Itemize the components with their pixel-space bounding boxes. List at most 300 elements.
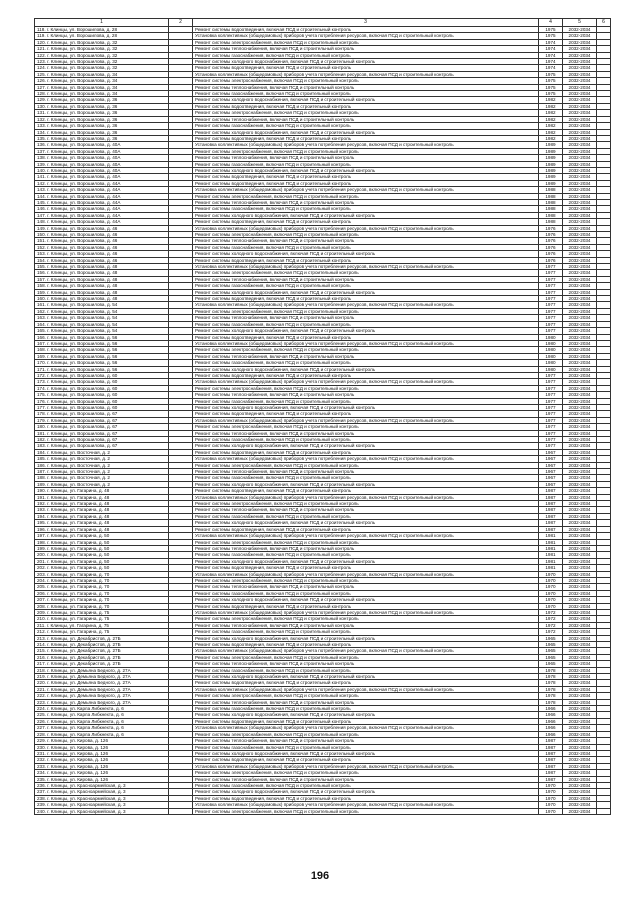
address-cell: 204. г. Клинцы, ул. Гагарина, д. 70 (35, 577, 169, 583)
period-cell: 2032-2034 (563, 731, 597, 737)
period-cell: 2032-2034 (563, 257, 597, 263)
work-cell: Установка коллективных (общедомовых) приборов учета потребления ресурсов, включая ПСД и строительный контроль (193, 686, 539, 692)
address-cell: 200. г. Клинцы, ул. Гагарина, д. 50 (35, 552, 169, 558)
work-cell: Установка коллективных (общедомовых) приборов учета потребления ресурсов, включая ПСД и строительный контроль (193, 264, 539, 270)
address-cell: 132. г. Клинцы, ул. Ворошилова, д. 36 (35, 116, 169, 122)
period-cell: 2032-2034 (563, 469, 597, 475)
address-cell: 131. г. Клинцы, ул. Ворошилова, д. 36 (35, 110, 169, 116)
period-cell: 2032-2034 (563, 795, 597, 801)
work-cell: Установка коллективных (общедомовых) приборов учета потребления ресурсов, включая ПСД и строительный контроль (193, 340, 539, 346)
work-cell: Ремонт системы газоснабжения, включая ПСД и строительный контроль (193, 91, 539, 97)
work-cell: Ремонт системы теплоснабжения, включая ПСД и строительный контроль (193, 699, 539, 705)
address-cell: 233. г. Клинцы, ул. Кирова, д. 126 (35, 763, 169, 769)
address-cell: 225. г. Клинцы, ул. Карла Либкнехта, д. 6 (35, 712, 169, 718)
work-cell: Ремонт системы теплоснабжения, включая ПСД и строительный контроль (193, 392, 539, 398)
period-cell: 2032-2034 (563, 347, 597, 353)
period-cell: 2032-2034 (563, 129, 597, 135)
work-cell: Ремонт системы водоотведения, включая ПСД и строительный контроль (193, 103, 539, 109)
year-cell: 1970 (539, 590, 563, 596)
work-cell: Установка коллективных (общедомовых) приборов учета потребления ресурсов, включая ПСД и строительный контроль (193, 456, 539, 462)
address-cell: 129. г. Клинцы, ул. Ворошилова, д. 36 (35, 97, 169, 103)
work-cell: Ремонт системы водоотведения, включая ПСД и строительный контроль (193, 603, 539, 609)
address-cell: 224. г. Клинцы, ул. Карла Либкнехта, д. 6 (35, 706, 169, 712)
period-cell: 2032-2034 (563, 494, 597, 500)
document-sheet (34, 18, 610, 815)
year-cell: 1966 (539, 731, 563, 737)
year-cell: 1970 (539, 808, 563, 814)
address-cell: 126. г. Клинцы, ул. Ворошилова, д. 34 (35, 78, 169, 84)
work-cell: Установка коллективных (общедомовых) приборов учета потребления ресурсов, включая ПСД и строительный контроль (193, 302, 539, 308)
year-cell: 1965 (539, 635, 563, 641)
year-cell: 1970 (539, 584, 563, 590)
empty-cell (597, 808, 611, 814)
period-cell: 2032-2034 (563, 430, 597, 436)
address-cell: 162. г. Клинцы, ул. Ворошилова, д. 54 (35, 308, 169, 314)
year-cell: 1977 (539, 404, 563, 410)
year-cell: 1977 (539, 385, 563, 391)
address-cell: 127. г. Клинцы, ул. Ворошилова, д. 34 (35, 84, 169, 90)
work-cell: Ремонт системы газоснабжения, включая ПСД и строительный контроль (193, 706, 539, 712)
address-cell: 208. г. Клинцы, ул. Гагарина, д. 70 (35, 603, 169, 609)
work-cell: Ремонт системы электроснабжения, включая ПСД и строительный контроль (193, 110, 539, 116)
work-cell: Ремонт системы теплоснабжения, включая ПСД и строительный контроль (193, 584, 539, 590)
address-cell: 178. г. Клинцы, ул. Ворошилова, д. 67 (35, 411, 169, 417)
work-cell: Ремонт системы теплоснабжения, включая ПСД и строительный контроль (193, 430, 539, 436)
year-cell: 1977 (539, 398, 563, 404)
work-cell: Ремонт системы газоснабжения, включая ПСД и строительный контроль (193, 782, 539, 788)
year-cell: 1987 (539, 520, 563, 526)
work-cell: Ремонт системы водоотведения, включая ПСД и строительный контроль (193, 257, 539, 263)
year-cell: 1966 (539, 725, 563, 731)
year-cell: 1982 (539, 110, 563, 116)
period-cell: 2032-2034 (563, 385, 597, 391)
address-cell: 193. г. Клинцы, ул. Гагарина, д. 48 (35, 507, 169, 513)
period-cell: 2032-2034 (563, 251, 597, 257)
period-cell: 2032-2034 (563, 577, 597, 583)
work-cell: Ремонт системы водоотведения, включая ПСД и строительный контроль (193, 174, 539, 180)
year-cell: 1977 (539, 289, 563, 295)
period-cell: 2032-2034 (563, 481, 597, 487)
work-cell: Ремонт системы водоотведения, включая ПСД и строительный контроль (193, 565, 539, 571)
work-cell: Ремонт системы газоснабжения, включая ПСД и строительный контроль (193, 552, 539, 558)
year-cell: 1967 (539, 462, 563, 468)
address-cell: 195. г. Клинцы, ул. Гагарина, д. 48 (35, 520, 169, 526)
work-cell: Ремонт системы холодного водоснабжения, включая ПСД и строительный контроль (193, 167, 539, 173)
period-cell: 2032-2034 (563, 635, 597, 641)
period-cell: 2032-2034 (563, 302, 597, 308)
address-cell: 188. г. Клинцы, ул. Восточная, д. 2 (35, 475, 169, 481)
address-cell: 216. г. Клинцы, ул. Декабристов, д. 27Б (35, 654, 169, 660)
year-cell: 1975 (539, 91, 563, 97)
address-cell: 172. г. Клинцы, ул. Ворошилова, д. 60 (35, 372, 169, 378)
address-cell: 215. г. Клинцы, ул. Декабристов, д. 27Б (35, 648, 169, 654)
work-cell: Ремонт системы теплоснабжения, включая ПСД и строительный контроль (193, 353, 539, 359)
address-cell: 212. г. Клинцы, ул. Гагарина, д. 75 (35, 629, 169, 635)
col-6-header: 6 (597, 19, 611, 27)
address-cell: 210. г. Клинцы, ул. Гагарина, д. 75 (35, 616, 169, 622)
year-cell: 1974 (539, 52, 563, 58)
address-cell: 169. г. Клинцы, ул. Ворошилова, д. 56 (35, 353, 169, 359)
work-cell: Ремонт системы водоотведения, включая ПСД и строительный контроль (193, 372, 539, 378)
period-cell: 2032-2034 (563, 507, 597, 513)
period-cell: 2032-2034 (563, 27, 597, 33)
period-cell: 2032-2034 (563, 276, 597, 282)
year-cell: 1978 (539, 674, 563, 680)
period-cell: 2032-2034 (563, 392, 597, 398)
period-cell: 2032-2034 (563, 148, 597, 154)
period-cell: 2032-2034 (563, 59, 597, 65)
address-cell: 237. г. Клинцы, ул. Красноармейская, д. 3 (35, 789, 169, 795)
period-cell: 2032-2034 (563, 808, 597, 814)
period-cell: 2032-2034 (563, 763, 597, 769)
period-cell: 2032-2034 (563, 52, 597, 58)
period-cell: 2032-2034 (563, 584, 597, 590)
work-cell: Ремонт системы газоснабжения, включая ПСД и строительный контроль (193, 283, 539, 289)
address-cell: 186. г. Клинцы, ул. Восточная, д. 2 (35, 462, 169, 468)
work-cell: Ремонт системы электроснабжения, включая ПСД и строительный контроль (193, 462, 539, 468)
address-cell: 166. г. Клинцы, ул. Ворошилова, д. 56 (35, 334, 169, 340)
period-cell: 2032-2034 (563, 334, 597, 340)
period-cell: 2032-2034 (563, 789, 597, 795)
period-cell: 2032-2034 (563, 232, 597, 238)
year-cell: 1977 (539, 315, 563, 321)
work-cell: Ремонт системы электроснабжения, включая ПСД и строительный контроль (193, 385, 539, 391)
work-cell: Ремонт системы водоотведения, включая ПСД и строительный контроль (193, 680, 539, 686)
year-cell: 1982 (539, 116, 563, 122)
period-cell: 2032-2034 (563, 417, 597, 423)
work-cell: Ремонт системы теплоснабжения, включая ПСД и строительный контроль (193, 199, 539, 205)
address-cell: 231. г. Клинцы, ул. Кирова, д. 126 (35, 750, 169, 756)
year-cell: 1974 (539, 39, 563, 45)
work-cell: Ремонт системы холодного водоснабжения, включая ПСД и строительный контроль (193, 789, 539, 795)
work-cell: Ремонт системы газоснабжения, включая ПСД и строительный контроль (193, 744, 539, 750)
address-cell: 143. г. Клинцы, ул. Ворошилова, д. 44А (35, 187, 169, 193)
year-cell: 1980 (539, 340, 563, 346)
year-cell: 1988 (539, 219, 563, 225)
year-cell: 1981 (539, 552, 563, 558)
address-cell: 146. г. Клинцы, ул. Ворошилова, д. 44А (35, 206, 169, 212)
work-cell: Ремонт системы газоснабжения, включая ПСД и строительный контроль (193, 123, 539, 129)
work-cell: Ремонт системы электроснабжения, включая ПСД и строительный контроль (193, 424, 539, 430)
period-cell: 2032-2034 (563, 667, 597, 673)
work-cell: Ремонт системы теплоснабжения, включая ПСД и строительный контроль (193, 84, 539, 90)
work-cell: Ремонт системы холодного водоснабжения, включая ПСД и строительный контроль (193, 597, 539, 603)
work-cell: Ремонт системы электроснабжения, включая ПСД и строительный контроль (193, 78, 539, 84)
year-cell: 1982 (539, 97, 563, 103)
period-cell: 2032-2034 (563, 622, 597, 628)
address-cell: 135. г. Клинцы, ул. Ворошилова, д. 36 (35, 135, 169, 141)
work-cell: Ремонт системы холодного водоснабжения, включая ПСД и строительный контроль (193, 328, 539, 334)
address-cell: 223. г. Клинцы, ул. Демьяна Бедного, д. 27А (35, 699, 169, 705)
address-cell: 147. г. Клинцы, ул. Ворошилова, д. 44А (35, 212, 169, 218)
work-cell: Ремонт системы электроснабжения, включая ПСД и строительный контроль (193, 347, 539, 353)
address-cell: 199. г. Клинцы, ул. Гагарина, д. 50 (35, 545, 169, 551)
year-cell: 1988 (539, 187, 563, 193)
year-cell: 1987 (539, 507, 563, 513)
work-cell: Ремонт системы теплоснабжения, включая ПСД и строительный контроль (193, 276, 539, 282)
work-cell: Установка коллективных (общедомовых) приборов учета потребления ресурсов, включая ПСД и строительный контроль (193, 187, 539, 193)
address-cell: 155. г. Клинцы, ул. Ворошилова, д. 48 (35, 264, 169, 270)
address-cell: 137. г. Клинцы, ул. Ворошилова, д. 40А (35, 148, 169, 154)
work-cell: Ремонт системы газоснабжения, включая ПСД и строительный контроль (193, 475, 539, 481)
work-cell: Ремонт системы теплоснабжения, включая ПСД и строительный контроль (193, 776, 539, 782)
address-cell: 134. г. Клинцы, ул. Ворошилова, д. 36 (35, 129, 169, 135)
year-cell: 1977 (539, 379, 563, 385)
address-cell: 175. г. Клинцы, ул. Ворошилова, д. 60 (35, 392, 169, 398)
year-cell: 1967 (539, 456, 563, 462)
year-cell: 1989 (539, 155, 563, 161)
year-cell: 1977 (539, 411, 563, 417)
address-cell: 203. г. Клинцы, ул. Гагарина, д. 70 (35, 571, 169, 577)
work-cell: Ремонт системы газоснабжения, включая ПСД и строительный контроль (193, 437, 539, 443)
period-cell: 2032-2034 (563, 744, 597, 750)
year-cell: 1987 (539, 501, 563, 507)
work-cell: Ремонт системы теплоснабжения, включая ПСД и строительный контроль (193, 46, 539, 52)
address-cell: 218. г. Клинцы, ул. Демьяна Бедного, д. 27А (35, 667, 169, 673)
period-cell: 2032-2034 (563, 776, 597, 782)
period-cell: 2032-2034 (563, 718, 597, 724)
address-cell: 133. г. Клинцы, ул. Ворошилова, д. 36 (35, 123, 169, 129)
year-cell: 1977 (539, 417, 563, 423)
year-cell: 1987 (539, 770, 563, 776)
address-cell: 142. г. Клинцы, ул. Ворошилова, д. 44А (35, 180, 169, 186)
year-cell: 1970 (539, 597, 563, 603)
address-cell: 183. г. Клинцы, ул. Ворошилова, д. 67 (35, 443, 169, 449)
address-cell: 157. г. Клинцы, ул. Ворошилова, д. 48 (35, 276, 169, 282)
work-cell: Ремонт системы холодного водоснабжения, включая ПСД и строительный контроль (193, 520, 539, 526)
year-cell: 1977 (539, 308, 563, 314)
work-cell: Установка коллективных (общедомовых) приборов учета потребления ресурсов, включая ПСД и строительный контроль (193, 533, 539, 539)
address-cell: 141. г. Клинцы, ул. Ворошилова, д. 40А (35, 174, 169, 180)
year-cell: 1988 (539, 199, 563, 205)
work-cell: Ремонт системы холодного водоснабжения, включая ПСД и строительный контроль (193, 481, 539, 487)
period-cell: 2032-2034 (563, 750, 597, 756)
period-cell: 2032-2034 (563, 552, 597, 558)
address-cell: 128. г. Клинцы, ул. Ворошилова, д. 34 (35, 91, 169, 97)
period-cell: 2032-2034 (563, 501, 597, 507)
work-cell: Ремонт системы электроснабжения, включая ПСД и строительный контроль (193, 731, 539, 737)
address-cell: 220. г. Клинцы, ул. Демьяна Бедного, д. 27А (35, 680, 169, 686)
work-cell: Ремонт системы газоснабжения, включая ПСД и строительный контроль (193, 321, 539, 327)
address-cell: 154. г. Клинцы, ул. Ворошилова, д. 46 (35, 257, 169, 263)
address-cell: 238. г. Клинцы, ул. Красноармейская, д. 3 (35, 795, 169, 801)
address-cell: 165. г. Клинцы, ул. Ворошилова, д. 54 (35, 328, 169, 334)
period-cell: 2032-2034 (563, 103, 597, 109)
period-cell: 2032-2034 (563, 39, 597, 45)
period-cell: 2032-2034 (563, 174, 597, 180)
year-cell: 1967 (539, 475, 563, 481)
period-cell: 2032-2034 (563, 686, 597, 692)
work-cell: Установка коллективных (общедомовых) приборов учета потребления ресурсов, включая ПСД и строительный контроль (193, 225, 539, 231)
period-cell: 2032-2034 (563, 571, 597, 577)
address-cell: 150. г. Клинцы, ул. Ворошилова, д. 46 (35, 232, 169, 238)
work-cell: Ремонт системы водоотведения, включая ПСД и строительный контроль (193, 135, 539, 141)
year-cell: 1987 (539, 513, 563, 519)
address-cell: 176. г. Клинцы, ул. Ворошилова, д. 60 (35, 398, 169, 404)
period-cell: 2032-2034 (563, 513, 597, 519)
work-cell: Ремонт системы газоснабжения, включая ПСД и строительный контроль (193, 629, 539, 635)
address-cell: 163. г. Клинцы, ул. Ворошилова, д. 54 (35, 315, 169, 321)
year-cell: 1975 (539, 78, 563, 84)
work-cell: Ремонт системы водоотведения, включая ПСД и строительный контроль (193, 411, 539, 417)
work-cell: Ремонт системы электроснабжения, включая ПСД и строительный контроль (193, 148, 539, 154)
work-cell: Установка коллективных (общедомовых) приборов учета потребления ресурсов, включая ПСД и строительный контроль (193, 802, 539, 808)
year-cell: 1977 (539, 276, 563, 282)
address-cell: 173. г. Клинцы, ул. Ворошилова, д. 60 (35, 379, 169, 385)
period-cell: 2032-2034 (563, 629, 597, 635)
year-cell: 1972 (539, 629, 563, 635)
period-cell: 2032-2034 (563, 475, 597, 481)
year-cell: 1981 (539, 565, 563, 571)
year-cell: 1970 (539, 577, 563, 583)
period-cell: 2032-2034 (563, 603, 597, 609)
work-cell: Ремонт системы водоотведения, включая ПСД и строительный контроль (193, 27, 539, 33)
work-cell: Ремонт системы холодного водоснабжения, включая ПСД и строительный контроль (193, 443, 539, 449)
year-cell: 1977 (539, 430, 563, 436)
period-cell: 2032-2034 (563, 187, 597, 193)
year-cell: 1978 (539, 699, 563, 705)
work-cell: Ремонт системы теплоснабжения, включая ПСД и строительный контроль (193, 738, 539, 744)
work-cell: Ремонт системы газоснабжения, включая ПСД и строительный контроль (193, 590, 539, 596)
year-cell: 1970 (539, 802, 563, 808)
period-cell: 2032-2034 (563, 372, 597, 378)
address-cell: 136. г. Клинцы, ул. Ворошилова, д. 40А (35, 142, 169, 148)
address-cell: 153. г. Клинцы, ул. Ворошилова, д. 46 (35, 251, 169, 257)
period-cell: 2032-2034 (563, 33, 597, 39)
period-cell: 2032-2034 (563, 674, 597, 680)
period-cell: 2032-2034 (563, 161, 597, 167)
year-cell: 1974 (539, 65, 563, 71)
year-cell: 1981 (539, 533, 563, 539)
address-cell: 185. г. Клинцы, ул. Восточная, д. 2 (35, 456, 169, 462)
year-cell: 1976 (539, 232, 563, 238)
work-cell: Ремонт системы газоснабжения, включая ПСД и строительный контроль (193, 667, 539, 673)
period-cell: 2032-2034 (563, 545, 597, 551)
period-cell: 2032-2034 (563, 193, 597, 199)
year-cell: 1966 (539, 706, 563, 712)
period-cell: 2032-2034 (563, 648, 597, 654)
period-cell: 2032-2034 (563, 738, 597, 744)
address-cell: 158. г. Клинцы, ул. Ворошилова, д. 48 (35, 283, 169, 289)
year-cell: 1976 (539, 238, 563, 244)
year-cell: 1965 (539, 654, 563, 660)
work-cell: Ремонт системы холодного водоснабжения, включая ПСД и строительный контроль (193, 289, 539, 295)
address-cell: 184. г. Клинцы, ул. Восточная, д. 2 (35, 449, 169, 455)
address-cell: 144. г. Клинцы, ул. Ворошилова, д. 44А (35, 193, 169, 199)
year-cell: 1989 (539, 142, 563, 148)
work-cell: Ремонт системы теплоснабжения, включая ПСД и строительный контроль (193, 545, 539, 551)
period-cell: 2032-2034 (563, 693, 597, 699)
year-cell: 1982 (539, 129, 563, 135)
work-cell: Ремонт системы водоотведения, включая ПСД и строительный контроль (193, 718, 539, 724)
address-cell: 207. г. Клинцы, ул. Гагарина, д. 70 (35, 597, 169, 603)
work-cell: Ремонт системы электроснабжения, включая ПСД и строительный контроль (193, 39, 539, 45)
col-4-header: 4 (539, 19, 563, 27)
year-cell: 1989 (539, 174, 563, 180)
table-row (35, 808, 611, 814)
work-cell: Установка коллективных (общедомовых) приборов учета потребления ресурсов, включая ПСД и строительный контроль (193, 417, 539, 423)
year-cell: 1989 (539, 180, 563, 186)
year-cell: 1977 (539, 270, 563, 276)
address-cell: 182. г. Клинцы, ул. Ворошилова, д. 67 (35, 437, 169, 443)
year-cell: 1965 (539, 648, 563, 654)
year-cell: 1982 (539, 103, 563, 109)
work-cell: Ремонт системы водоотведения, включая ПСД и строительный контроль (193, 449, 539, 455)
year-cell: 1967 (539, 449, 563, 455)
year-cell: 1988 (539, 212, 563, 218)
period-cell: 2032-2034 (563, 366, 597, 372)
period-cell: 2032-2034 (563, 488, 597, 494)
work-cell: Ремонт системы электроснабжения, включая ПСД и строительный контроль (193, 539, 539, 545)
work-cell: Установка коллективных (общедомовых) приборов учета потребления ресурсов, включая ПСД и строительный контроль (193, 648, 539, 654)
year-cell: 1977 (539, 328, 563, 334)
year-cell: 1987 (539, 526, 563, 532)
work-cell: Ремонт системы электроснабжения, включая ПСД и строительный контроль (193, 770, 539, 776)
period-cell: 2032-2034 (563, 782, 597, 788)
year-cell: 1987 (539, 744, 563, 750)
work-cell: Ремонт системы газоснабжения, включая ПСД и строительный контроль (193, 513, 539, 519)
period-cell: 2032-2034 (563, 212, 597, 218)
period-cell: 2032-2034 (563, 155, 597, 161)
address-cell: 119. г. Клинцы, ул. Ворошилова, д. 28 (35, 33, 169, 39)
work-cell: Ремонт системы холодного водоснабжения, включая ПСД и строительный контроль (193, 366, 539, 372)
year-cell: 1970 (539, 571, 563, 577)
period-cell: 2032-2034 (563, 289, 597, 295)
year-cell: 1976 (539, 225, 563, 231)
period-cell: 2032-2034 (563, 199, 597, 205)
work-cell: Ремонт системы холодного водоснабжения, включая ПСД и строительный контроль (193, 635, 539, 641)
period-cell: 2032-2034 (563, 270, 597, 276)
work-cell: Установка коллективных (общедомовых) приборов учета потребления ресурсов, включая ПСД и строительный контроль (193, 725, 539, 731)
period-cell: 2032-2034 (563, 308, 597, 314)
work-cell: Ремонт системы холодного водоснабжения, включая ПСД и строительный контроль (193, 212, 539, 218)
address-cell: 161. г. Клинцы, ул. Ворошилова, д. 54 (35, 302, 169, 308)
address-cell: 239. г. Клинцы, ул. Красноармейская, д. 3 (35, 802, 169, 808)
period-cell: 2032-2034 (563, 123, 597, 129)
year-cell: 1972 (539, 622, 563, 628)
period-cell: 2032-2034 (563, 360, 597, 366)
year-cell: 1977 (539, 296, 563, 302)
work-cell: Ремонт системы газоснабжения, включая ПСД и строительный контроль (193, 206, 539, 212)
period-cell: 2032-2034 (563, 533, 597, 539)
address-cell: 194. г. Клинцы, ул. Гагарина, д. 48 (35, 513, 169, 519)
year-cell: 1977 (539, 264, 563, 270)
address-cell: 211. г. Клинцы, ул. Гагарина, д. 75 (35, 622, 169, 628)
period-cell: 2032-2034 (563, 71, 597, 77)
year-cell: 1967 (539, 469, 563, 475)
address-cell: 190. г. Клинцы, ул. Гагарина, д. 48 (35, 488, 169, 494)
year-cell: 1972 (539, 616, 563, 622)
address-cell: 121. г. Клинцы, ул. Ворошилова, д. 32 (35, 46, 169, 52)
address-cell: 122. г. Клинцы, ул. Ворошилова, д. 32 (35, 52, 169, 58)
work-cell: Установка коллективных (общедомовых) приборов учета потребления ресурсов, включая ПСД и строительный контроль (193, 379, 539, 385)
year-cell: 1989 (539, 167, 563, 173)
address-cell: 140. г. Клинцы, ул. Ворошилова, д. 40А (35, 167, 169, 173)
address-cell: 217. г. Клинцы, ул. Декабристов, д. 27Б (35, 661, 169, 667)
address-cell: 177. г. Клинцы, ул. Ворошилова, д. 60 (35, 404, 169, 410)
period-cell: 2032-2034 (563, 264, 597, 270)
address-cell: 222. г. Клинцы, ул. Демьяна Бедного, д. 27А (35, 693, 169, 699)
year-cell: 1975 (539, 33, 563, 39)
year-cell: 1977 (539, 283, 563, 289)
work-cell: Ремонт системы газоснабжения, включая ПСД и строительный контроль (193, 52, 539, 58)
address-cell: 191. г. Клинцы, ул. Гагарина, д. 48 (35, 494, 169, 500)
period-cell: 2032-2034 (563, 244, 597, 250)
year-cell: 1976 (539, 251, 563, 257)
work-cell: Ремонт системы холодного водоснабжения, включая ПСД и строительный контроль (193, 97, 539, 103)
work-cell: Ремонт системы водоотведения, включая ПСД и строительный контроль (193, 795, 539, 801)
period-cell: 2032-2034 (563, 757, 597, 763)
